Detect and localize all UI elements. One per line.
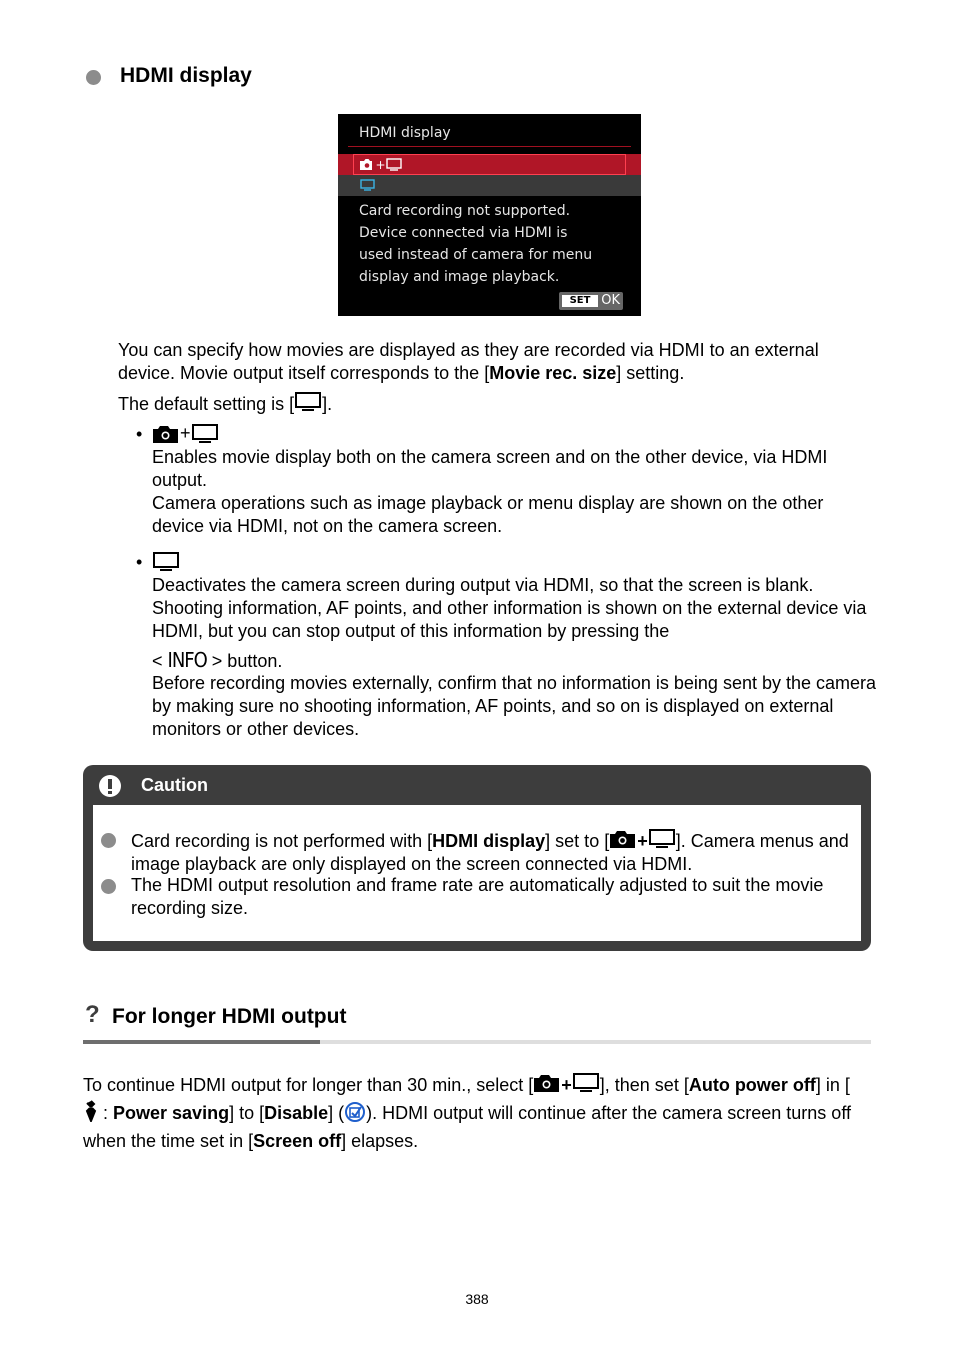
section-bullet	[86, 70, 101, 85]
camera-icon	[533, 1072, 561, 1094]
camera-icon	[609, 828, 637, 850]
monitor-icon	[191, 423, 219, 445]
desc-line: display and image playback.	[359, 269, 560, 285]
caution-bullet	[101, 833, 116, 848]
caution-item-2: The HDMI output resolution and frame rate are automatically adjusted to suit the movie recording size.	[131, 875, 824, 918]
set-label: SET	[562, 295, 598, 307]
plus-sign: +	[180, 423, 191, 443]
monitor-icon	[648, 828, 676, 850]
option2-icon-row	[152, 551, 180, 575]
option2-text2: Before recording movies externally, confirm that no information is being sent by the camera by making sure no shooting information, AF points, and so on is displayed on external monitors or other devices.	[152, 673, 877, 739]
caution-content	[93, 805, 861, 941]
section-title: HDMI display	[120, 64, 252, 87]
caution-bullet	[101, 879, 116, 894]
camera-option-camera-monitor	[338, 154, 641, 175]
info-button-line: < INFO > button.	[152, 648, 283, 672]
option2-text1: Deactivates the camera screen during output via HDMI, so that the screen is blank. Shooting information, AF points, and other information is shown on the external device via HDMI, but you can stop output of this information by pressing the	[152, 575, 867, 641]
option1-icon-row	[152, 423, 219, 445]
monitor-icon	[294, 391, 322, 413]
camera-option-monitor	[338, 175, 641, 196]
camera-screen-divider	[348, 146, 631, 147]
longer-paragraph: To continue HDMI output for longer than 30 min., select [ + ], then set [Auto power off] in [: Power saving] to [Disable] ( ). HDMI output will continue after the camera screen turns off when the time set in [Screen off] elapses.	[83, 1071, 853, 1155]
desc-line: Card recording not supported.	[359, 203, 571, 219]
option1-text2: Camera operations such as image playback or menu display are shown on the other device via HDMI, not on the camera screen.	[152, 493, 824, 536]
camera-plus-monitor-icon	[359, 157, 405, 172]
desc-line: Device connected via HDMI is	[359, 225, 568, 241]
camera-screen-title: HDMI display	[359, 125, 451, 141]
intro-paragraph: You can specify how movies are displayed as they are recorded via HDMI to an external device. Movie output itself corresponds to the [Movie rec. size] setting.	[118, 340, 819, 383]
option1-text1: Enables movie display both on the camera screen and on the other device, via HDMI output.	[152, 447, 828, 490]
monitor-icon	[152, 551, 180, 573]
option2-bullet: •	[136, 552, 143, 572]
desc-line: used instead of camera for menu	[359, 247, 593, 263]
wrench-icon	[83, 1100, 103, 1122]
page-number: 388	[465, 1291, 489, 1307]
monitor-icon	[572, 1072, 600, 1094]
svg-text:+: +	[375, 158, 386, 172]
ok-label: OK	[601, 293, 620, 308]
caution-header: Caution	[141, 775, 208, 795]
caution-box	[83, 765, 871, 951]
option1-bullet: •	[136, 424, 143, 444]
info-button-label: INFO	[167, 648, 207, 672]
caution-item-1: Card recording is not performed with [HDMI display] set to [ + ]. Camera menus and image playback are only displayed on the screen connected via HDMI.	[131, 828, 851, 876]
longer-section-title: For longer HDMI output	[112, 1005, 347, 1028]
question-icon: ?	[85, 1001, 100, 1028]
power-saving-default-icon	[344, 1100, 366, 1122]
default-setting-line: The default setting is [ ].	[118, 391, 332, 416]
section-underline-accent	[83, 1040, 320, 1044]
camera-screen-image	[338, 114, 641, 316]
camera-screen-description	[359, 200, 592, 288]
set-ok-badge	[559, 292, 623, 310]
warning-icon	[99, 775, 121, 797]
camera-icon	[152, 423, 180, 445]
monitor-icon	[359, 179, 377, 193]
